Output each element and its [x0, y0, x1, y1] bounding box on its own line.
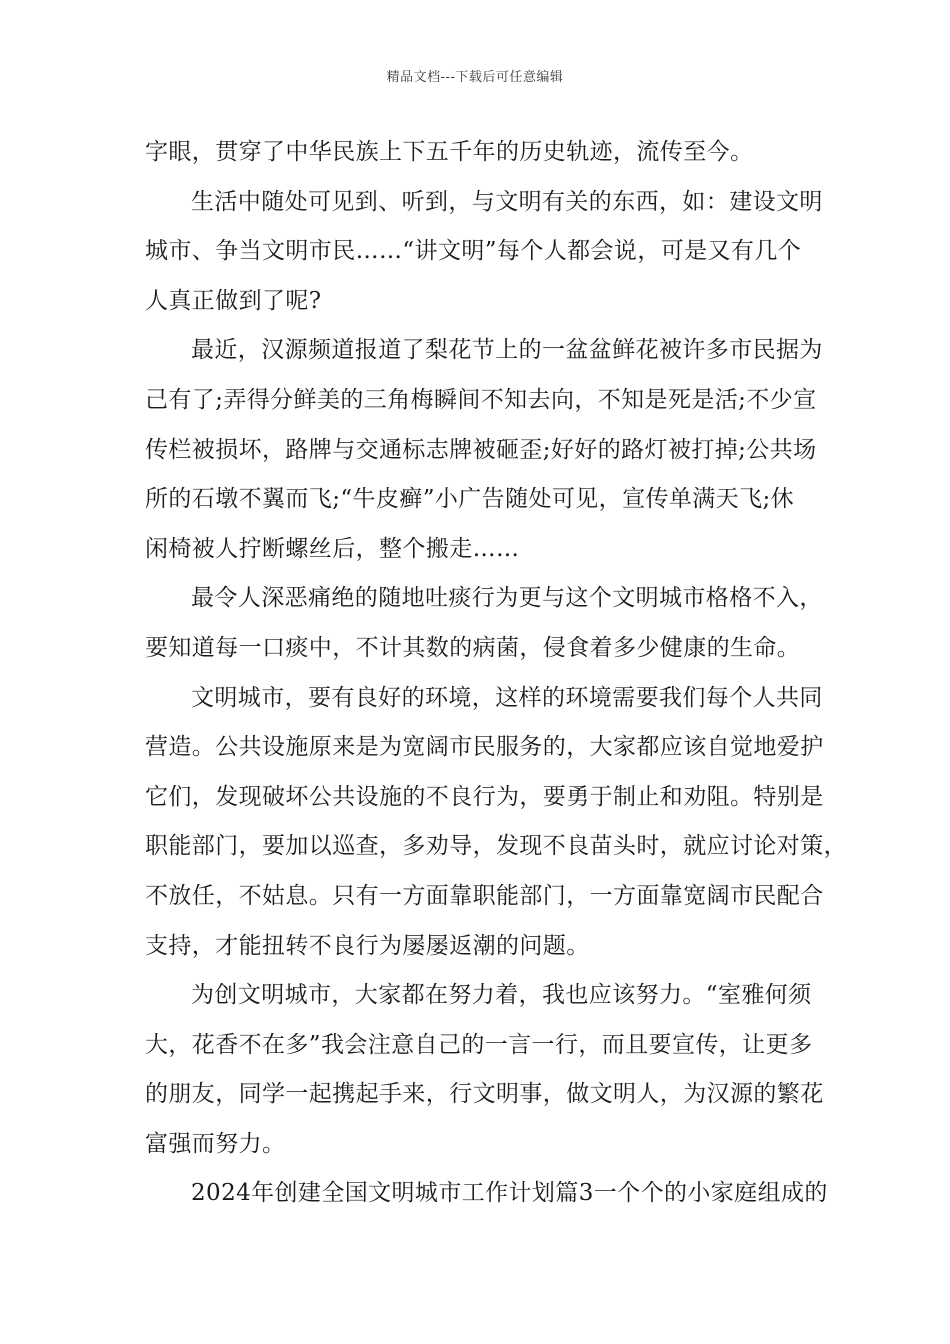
paragraph-first-line: 文明城市，要有良好的环境，这样的环境需要我们每个人共同: [191, 684, 823, 711]
text-line: 富强而努力。: [145, 1130, 286, 1157]
paragraph-first-line: 最近，汉源频道报道了梨花节上的一盆盆鲜花被许多市民据为: [191, 337, 823, 364]
paragraph-first-line: 最令人深恶痛绝的随地吐痰行为更与这个文明城市格格不入，: [191, 585, 823, 612]
text-line: 城市、争当文明市民……“讲文明”每个人都会说，可是又有几个: [145, 238, 802, 265]
text-line: 己有了;弄得分鲜美的三角梅瞬间不知去向，不知是死是活;不少宣: [145, 386, 817, 413]
text-line: 人真正做到了呢?: [145, 287, 322, 314]
text-line: 传栏被损坏，路牌与交通标志牌被砸歪;好好的路灯被打掉;公共场: [145, 436, 817, 463]
body-text: [145, 128, 847, 1219]
page-header: 精品文档---下载后可任意编辑: [386, 70, 564, 85]
text-line: 所的石墩不翼而飞;“牛皮癣”小广告随处可见，宣传单满天飞;休: [145, 486, 795, 513]
text-line: 职能部门，要加以巡查，多劝导，发现不良苗头时，就应讨论对策，: [145, 833, 847, 860]
text-line: 它们，发现破坏公共设施的不良行为，要勇于制止和劝阻。特别是: [145, 783, 824, 810]
text-line: 的朋友，同学一起携起手来，行文明事，做文明人，为汉源的繁花: [145, 1081, 824, 1108]
paragraph-first-line: 2024年创建全国文明城市工作计划篇3一个个的小家庭组成的: [191, 1180, 828, 1207]
text-line: 支持，才能扭转不良行为屡屡返潮的问题。: [145, 932, 590, 959]
text-line: 大，花香不在多”我会注意自己的一言一行，而且要宣传，让更多: [145, 1031, 813, 1058]
paragraph-first-line: 生活中随处可见到、听到，与文明有关的东西，如：建设文明: [191, 188, 823, 215]
text-line: 要知道每一口痰中，不计其数的病菌，侵食着多少健康的生命。: [145, 634, 801, 661]
paragraph-first-line: 为创文明城市，大家都在努力着，我也应该努力。“室雅何须: [191, 982, 812, 1009]
text-line: 不放任，不姑息。只有一方面靠职能部门，一方面靠宽阔市民配合: [145, 882, 824, 909]
text-line: 营造。公共设施原来是为宽阔市民服务的，大家都应该自觉地爱护: [145, 734, 824, 761]
text-line: 字眼，贯穿了中华民族上下五千年的历史轨迹，流传至今。: [145, 139, 754, 165]
text-line: 闲椅被人拧断螺丝后，整个搬走……: [145, 535, 520, 562]
